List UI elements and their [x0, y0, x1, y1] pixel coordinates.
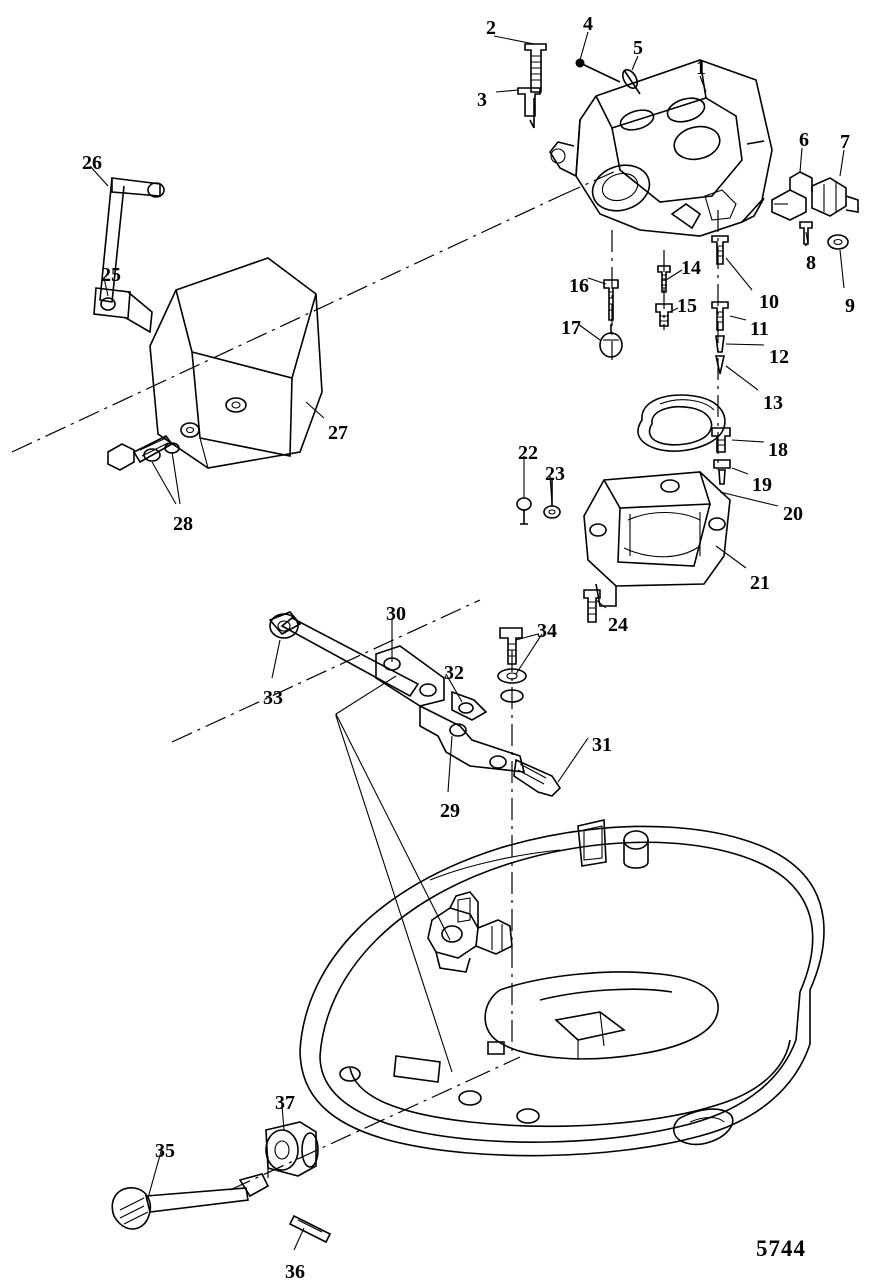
part-20-gasket-ring	[638, 395, 725, 451]
callout-14: 14	[681, 257, 701, 279]
part-31-cable-screw	[514, 760, 560, 796]
part-3-screw	[518, 88, 540, 128]
part-37-grip	[266, 1122, 318, 1176]
centerlines	[12, 170, 718, 1190]
callout-1: 1	[696, 57, 706, 79]
part-16-needle	[604, 280, 618, 320]
callout-19: 19	[752, 474, 772, 496]
part-5-pin	[620, 67, 640, 94]
part-13-tip	[716, 356, 724, 374]
callout-13: 13	[763, 392, 783, 414]
callout-36: 36	[285, 1261, 305, 1280]
callout-28: 28	[173, 513, 193, 535]
callout-15: 15	[677, 295, 697, 317]
part-21-float-bowl	[584, 472, 730, 606]
callout-34: 34	[537, 620, 557, 642]
part-10-screw	[712, 236, 728, 264]
callout-24: 24	[608, 614, 628, 636]
callout-2: 2	[486, 17, 496, 39]
part-25-bracket	[94, 288, 152, 332]
callout-26: 26	[82, 152, 102, 174]
callout-33: 33	[263, 687, 283, 709]
callout-23: 23	[545, 463, 565, 485]
callout-6: 6	[799, 129, 809, 151]
cowl-assembly	[300, 820, 824, 1156]
callout-21: 21	[750, 572, 770, 594]
callout-18: 18	[768, 439, 788, 461]
callout-12: 12	[769, 346, 789, 368]
part-11-spring	[712, 302, 728, 330]
callout-37: 37	[275, 1092, 295, 1114]
callout-29: 29	[440, 800, 460, 822]
figure-number: 5744	[756, 1236, 806, 1261]
callout-5: 5	[633, 37, 643, 59]
callout-30: 30	[386, 603, 406, 625]
callout-8: 8	[806, 252, 816, 274]
part-17-float	[600, 324, 622, 357]
part-22-screw	[517, 498, 531, 524]
part-6-fitting	[772, 172, 812, 220]
part-27-cover	[150, 258, 322, 468]
callout-10: 10	[759, 291, 779, 313]
part-9-washer	[828, 235, 848, 249]
callout-4: 4	[583, 13, 593, 35]
callout-7: 7	[840, 131, 850, 153]
callout-20: 20	[783, 503, 803, 525]
callout-35: 35	[155, 1140, 175, 1162]
callout-17: 17	[561, 317, 581, 339]
callout-32: 32	[444, 662, 464, 684]
part-35-handle	[112, 1174, 268, 1229]
callout-27: 27	[328, 422, 348, 444]
callout-31: 31	[592, 734, 612, 756]
part-7-elbow	[812, 178, 858, 216]
callout-3: 3	[477, 89, 487, 111]
callout-22: 22	[518, 442, 538, 464]
callout-9: 9	[845, 295, 855, 317]
throttle-cam-assembly	[428, 892, 512, 1054]
part-36-pin	[290, 1216, 330, 1242]
part-4-pin	[576, 59, 620, 82]
carburetor-body	[550, 57, 772, 236]
part-19-washer	[714, 460, 730, 484]
callout-25: 25	[101, 264, 121, 286]
part-12-pin	[716, 336, 724, 352]
callout-16: 16	[569, 275, 589, 297]
callout-11: 11	[750, 318, 769, 340]
